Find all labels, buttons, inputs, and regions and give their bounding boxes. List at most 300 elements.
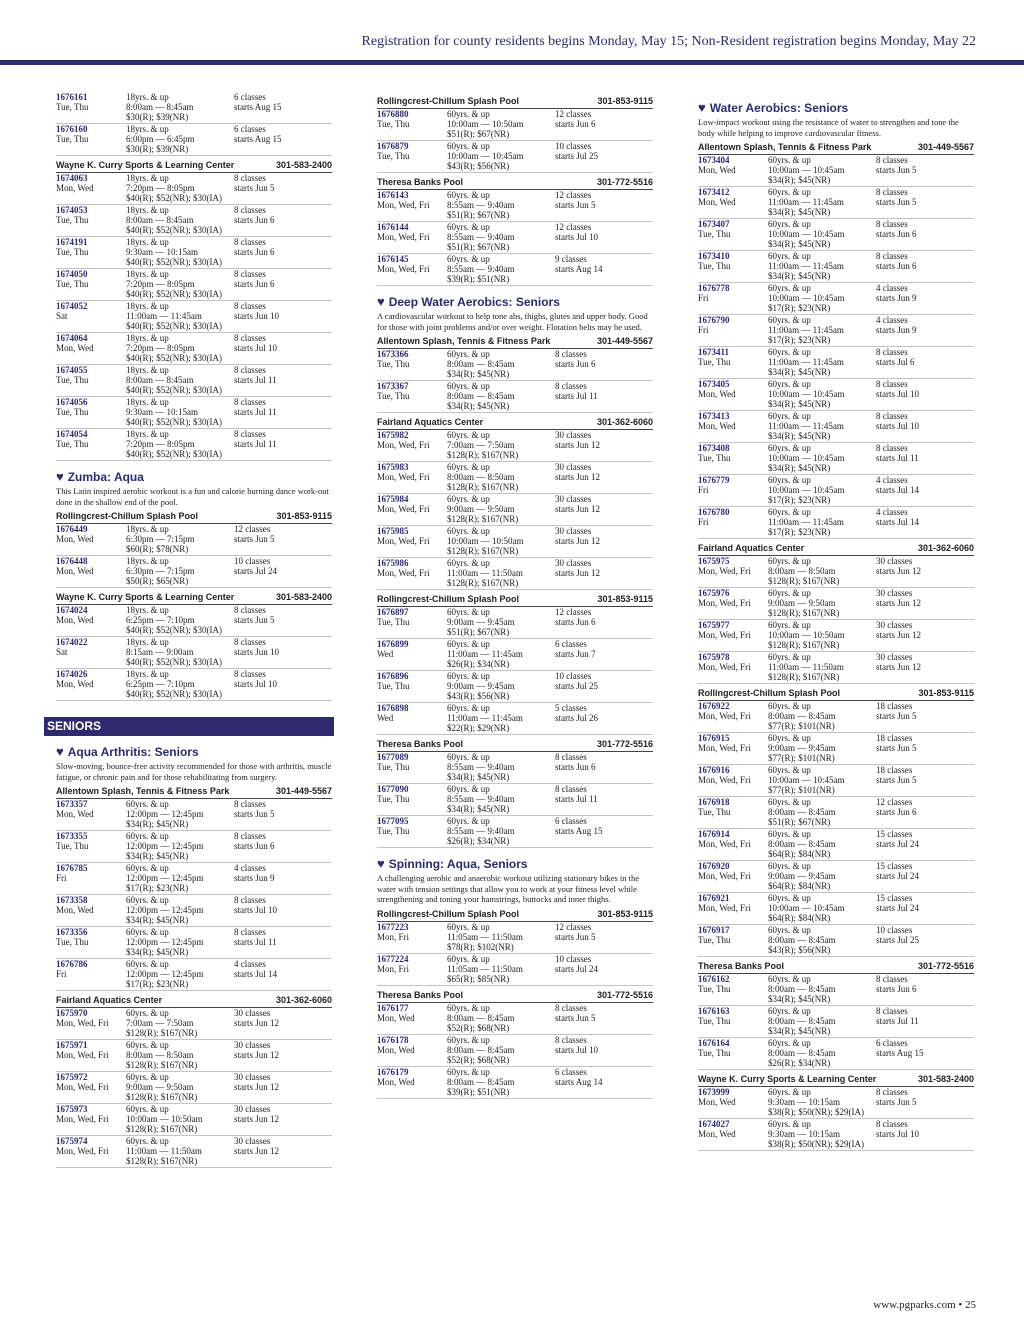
- class-time: 8:00am — 8:45am: [447, 1012, 515, 1023]
- class-fee: $77(R); $101(NR): [768, 721, 835, 731]
- class-spacer: [876, 1139, 974, 1149]
- class-line-3: [698, 175, 974, 185]
- class-time: 10:00am — 10:50am: [126, 1114, 203, 1124]
- class-number[interactable]: 1676918: [698, 797, 730, 807]
- class-number[interactable]: 1676161: [56, 92, 88, 102]
- class-number[interactable]: 1676143: [377, 190, 409, 200]
- class-age: 18yrs. & up: [126, 556, 169, 566]
- class-number[interactable]: 1675975: [698, 556, 730, 566]
- class-time: 9:00am — 9:45am: [447, 681, 515, 691]
- class-spacer: [698, 576, 768, 586]
- class-fee: $128(R); $167(NR): [126, 1156, 198, 1166]
- class-line-2: [56, 969, 332, 979]
- class-number[interactable]: 1673358: [56, 895, 88, 905]
- class-fee: $30(R); $39(NR): [126, 112, 189, 122]
- class-number[interactable]: 1676922: [698, 701, 730, 711]
- class-spacer: [876, 463, 974, 473]
- class-number[interactable]: 1677223: [377, 921, 409, 932]
- class-number[interactable]: 1675973: [56, 1104, 88, 1114]
- class-spacer: [698, 303, 768, 313]
- class-start: starts Jul 10: [555, 1044, 599, 1055]
- class-listing: [377, 558, 653, 590]
- class-spacer: [234, 417, 332, 427]
- class-line-2: [377, 536, 653, 546]
- location-header: [698, 141, 974, 155]
- class-line-3: [56, 625, 332, 635]
- class-days: Mon, Wed: [56, 905, 94, 915]
- class-line-1: [56, 397, 332, 407]
- class-fee: $34(R); $45(NR): [447, 804, 510, 814]
- class-age: 18yrs. & up: [126, 237, 169, 247]
- class-line-3: [698, 1026, 974, 1036]
- class-number[interactable]: 1676778: [698, 283, 730, 293]
- class-fee: $77(R); $101(NR): [768, 785, 835, 795]
- location-header: [377, 95, 653, 109]
- class-number[interactable]: 1676779: [698, 475, 730, 485]
- class-fee: $43(R); $56(NR): [768, 945, 831, 955]
- class-number[interactable]: 1676448: [56, 556, 88, 566]
- class-listing: [698, 411, 974, 443]
- class-time: 8:00am — 8:45am: [768, 711, 836, 721]
- class-age: 60yrs. & up: [768, 652, 811, 662]
- location-header: [377, 593, 653, 607]
- class-fee: $39(R); $51(NR): [447, 274, 510, 284]
- class-line-3: [377, 161, 653, 171]
- class-count: 15 classes: [876, 861, 913, 871]
- class-number[interactable]: 1673405: [698, 379, 730, 389]
- class-line-1: [56, 1104, 332, 1114]
- class-start: starts Jul 26: [555, 713, 599, 723]
- class-count: 8 classes: [234, 799, 266, 809]
- class-number[interactable]: 1673357: [56, 799, 88, 809]
- class-number[interactable]: 1677089: [377, 752, 409, 762]
- class-number[interactable]: 1676879: [377, 141, 409, 151]
- class-spacer: [56, 915, 126, 925]
- class-number[interactable]: 1673999: [698, 1087, 730, 1097]
- class-spacer: [698, 721, 768, 731]
- class-line-3: [698, 672, 974, 682]
- location-phone: 301-449-5567: [596, 336, 653, 346]
- class-fee: $40(R); $52(NR); $30(IA): [126, 449, 222, 459]
- class-fee: $40(R); $52(NR); $30(IA): [126, 225, 222, 235]
- class-number[interactable]: 1674050: [56, 269, 88, 279]
- class-listing: [698, 701, 974, 733]
- class-days: Tue, Thu: [377, 681, 410, 691]
- class-count: 8 classes: [876, 251, 908, 261]
- class-line-3: [56, 417, 332, 427]
- class-spacer: [377, 659, 447, 669]
- class-time: 8:00am — 8:45am: [447, 1044, 515, 1055]
- class-days: Mon, Wed: [56, 343, 94, 353]
- class-number[interactable]: 1676917: [698, 925, 730, 935]
- class-age: 18yrs. & up: [126, 669, 169, 679]
- section-title-text: Zumba: Aqua: [67, 470, 144, 484]
- class-days: Tue, Thu: [698, 984, 731, 994]
- class-spacer: [876, 640, 974, 650]
- class-spacer: [876, 367, 974, 377]
- class-fee: $34(R); $45(NR): [768, 1026, 831, 1036]
- class-number[interactable]: 1676921: [698, 893, 730, 903]
- class-days: Tue, Thu: [56, 375, 89, 385]
- class-number[interactable]: 1675984: [377, 494, 409, 504]
- class-age: 60yrs. & up: [768, 701, 811, 711]
- class-days: Fri: [698, 517, 709, 527]
- class-fee: $128(R); $167(NR): [768, 672, 840, 682]
- class-number[interactable]: 1676786: [56, 959, 88, 969]
- class-spacer: [377, 401, 447, 411]
- class-start: starts Jul 6: [876, 357, 915, 367]
- class-start: starts Jun 6: [555, 119, 596, 129]
- class-number[interactable]: 1674191: [56, 237, 88, 247]
- class-spacer: [56, 193, 126, 203]
- class-number[interactable]: 1673366: [377, 349, 409, 359]
- class-age: 18yrs. & up: [126, 365, 169, 375]
- class-number[interactable]: 1673413: [698, 411, 730, 421]
- class-number[interactable]: 1676899: [377, 639, 409, 649]
- class-spacer: [876, 913, 974, 923]
- class-spacer: [555, 723, 653, 733]
- class-line-3: [56, 1060, 332, 1070]
- class-line-3: [698, 849, 974, 859]
- class-number[interactable]: 1674056: [56, 397, 88, 407]
- location-phone: 301-449-5567: [917, 142, 974, 152]
- class-start: starts Jul 24: [555, 963, 599, 974]
- class-number[interactable]: 1675978: [698, 652, 730, 662]
- class-spacer: [876, 335, 974, 345]
- class-number[interactable]: 1676449: [56, 524, 88, 534]
- class-age: 60yrs. & up: [447, 1002, 490, 1013]
- class-time: 6:00pm — 6:45pm: [126, 134, 195, 144]
- class-number[interactable]: 1676785: [56, 863, 88, 873]
- class-number[interactable]: 1677090: [377, 784, 409, 794]
- class-number[interactable]: 1675972: [56, 1072, 88, 1082]
- class-number[interactable]: 1675983: [377, 462, 409, 472]
- class-time: 8:55am — 9:40am: [447, 826, 515, 836]
- class-number[interactable]: 1675986: [377, 558, 409, 568]
- class-start: starts Jul 24: [876, 839, 920, 849]
- class-number[interactable]: 1674055: [56, 365, 88, 375]
- class-line-1: [698, 588, 974, 598]
- class-line-1: [56, 173, 332, 183]
- class-spacer: [234, 257, 332, 267]
- class-number[interactable]: 1676896: [377, 671, 409, 681]
- class-number[interactable]: 1674022: [56, 637, 88, 647]
- class-number[interactable]: 1674027: [698, 1119, 730, 1129]
- class-count: 8 classes: [234, 605, 266, 615]
- class-listing: [698, 733, 974, 765]
- class-spacer: [234, 225, 332, 235]
- class-line-3: [56, 353, 332, 363]
- class-spacer: [698, 1139, 768, 1149]
- class-spacer: [377, 1087, 447, 1097]
- class-line-3: [698, 994, 974, 1004]
- class-number[interactable]: 1674026: [56, 669, 88, 679]
- class-spacer: [698, 1026, 768, 1036]
- class-start: starts Jun 6: [876, 261, 917, 271]
- class-spacer: [876, 721, 974, 731]
- class-days: Mon, Wed, Fri: [377, 200, 430, 210]
- class-number[interactable]: 1676178: [377, 1034, 409, 1045]
- class-number[interactable]: 1676897: [377, 607, 409, 617]
- class-number[interactable]: 1674064: [56, 333, 88, 343]
- class-listing: [56, 927, 332, 959]
- class-start: starts Jun 5: [876, 711, 917, 721]
- class-listing: [698, 155, 974, 187]
- class-count: 8 classes: [555, 1034, 587, 1045]
- class-number[interactable]: 1676144: [377, 222, 409, 232]
- section-title-text: Aqua Arthritis: Seniors: [67, 745, 199, 759]
- class-line-2: [56, 1114, 332, 1124]
- class-spacer: [56, 544, 126, 554]
- class-line-2: [377, 932, 653, 942]
- class-line-2: [698, 453, 974, 463]
- class-spacer: [56, 1124, 126, 1134]
- class-listing: [698, 893, 974, 925]
- class-number[interactable]: 1676914: [698, 829, 730, 839]
- class-number[interactable]: 1673410: [698, 251, 730, 261]
- class-number[interactable]: 1677095: [377, 816, 409, 826]
- class-listing: [56, 524, 332, 556]
- class-spacer: [56, 883, 126, 893]
- class-fee: $64(R); $84(NR): [768, 913, 831, 923]
- class-line-2: [377, 232, 653, 242]
- class-number[interactable]: 1673367: [377, 381, 409, 391]
- class-age: 60yrs. & up: [126, 927, 169, 937]
- class-number[interactable]: 1674054: [56, 429, 88, 439]
- class-age: 60yrs. & up: [768, 765, 811, 775]
- class-line-3: [698, 303, 974, 313]
- class-number[interactable]: 1674052: [56, 301, 88, 311]
- class-fee: $34(R); $45(NR): [768, 463, 831, 473]
- class-number[interactable]: 1676160: [56, 124, 88, 134]
- class-line-2: [698, 743, 974, 753]
- class-start: starts Jul 11: [234, 407, 277, 417]
- class-count: 8 classes: [234, 205, 266, 215]
- class-number[interactable]: 1675985: [377, 526, 409, 536]
- class-age: 18yrs. & up: [126, 429, 169, 439]
- location-name: Allentown Splash, Tennis & Fitness Park: [698, 142, 872, 152]
- section-description: A challenging aerobic and anaerobic workout utilizing stationary bikes in the water with tension settings that allow you to work at your fitness level while strengthening and toning your hamstrings, buttocks and inner thighs.: [377, 873, 640, 904]
- class-fee: $34(R); $45(NR): [126, 851, 189, 861]
- class-count: 30 classes: [234, 1072, 271, 1082]
- class-line-2: [377, 119, 653, 129]
- class-fee: $34(R); $45(NR): [768, 367, 831, 377]
- class-number[interactable]: 1674063: [56, 173, 88, 183]
- class-listing: [698, 652, 974, 684]
- class-days: Mon, Wed, Fri: [56, 1114, 109, 1124]
- class-number[interactable]: 1675976: [698, 588, 730, 598]
- class-number[interactable]: 1675970: [56, 1008, 88, 1018]
- class-number[interactable]: 1675971: [56, 1040, 88, 1050]
- class-line-2: [56, 375, 332, 385]
- class-line-3: [698, 785, 974, 795]
- class-time: 7:20pm — 8:05pm: [126, 343, 195, 353]
- class-time: 8:55am — 9:40am: [447, 232, 515, 242]
- section-description: Slow-moving, bounce-free activity recommended for those with arthritis, muscle fatigue, or chronic pain and for those rehabilitating from surgery.: [56, 761, 332, 782]
- class-listing: [698, 765, 974, 797]
- class-number[interactable]: 1675974: [56, 1136, 88, 1146]
- class-start: starts Jun 12: [555, 568, 600, 578]
- class-start: starts Jun 12: [876, 566, 921, 576]
- class-line-1: [698, 507, 974, 517]
- class-start: starts Jul 24: [234, 566, 278, 576]
- class-spacer: [56, 979, 126, 989]
- class-listing: [377, 430, 653, 462]
- class-age: 60yrs. & up: [768, 347, 811, 357]
- class-line-3: [377, 659, 653, 669]
- section-description: A cardiovascular workout to help tone abs, thighs, glutes and upper body. Good for those with joint problems and/or over weight. Flotation belts may be used.: [377, 311, 648, 332]
- class-time: 10:00am — 10:50am: [447, 119, 524, 129]
- class-fee: $51(R); $67(NR): [768, 817, 831, 827]
- class-number[interactable]: 1676916: [698, 765, 730, 775]
- class-start: starts Jun 5: [876, 743, 917, 753]
- class-time: 12:00pm — 12:45pm: [126, 905, 204, 915]
- class-age: 60yrs. & up: [768, 475, 811, 485]
- class-start: starts Jul 10: [876, 1129, 920, 1139]
- class-line-1: [698, 1087, 974, 1097]
- class-count: 4 classes: [876, 475, 908, 485]
- class-time: 10:00am — 10:45am: [768, 293, 845, 303]
- class-spacer: [56, 576, 126, 586]
- class-number[interactable]: 1676162: [698, 974, 730, 984]
- class-line-1: [698, 475, 974, 485]
- class-number[interactable]: 1676920: [698, 861, 730, 871]
- class-fee: $17(R); $23(NR): [768, 495, 831, 505]
- class-age: 18yrs. & up: [126, 173, 169, 183]
- class-start: starts Jun 6: [555, 359, 596, 369]
- class-number[interactable]: 1673412: [698, 187, 730, 197]
- class-line-1: [698, 733, 974, 743]
- class-spacer: [56, 1092, 126, 1102]
- class-line-2: [56, 873, 332, 883]
- class-count: 30 classes: [876, 588, 913, 598]
- class-number[interactable]: 1673356: [56, 927, 88, 937]
- class-start: starts Jun 6: [876, 984, 917, 994]
- class-number[interactable]: 1677224: [377, 953, 409, 964]
- class-number[interactable]: 1673408: [698, 443, 730, 453]
- section-title-text: Water Aerobics: Seniors: [709, 101, 849, 115]
- class-count: 30 classes: [876, 556, 913, 566]
- class-line-1: [56, 863, 332, 873]
- class-time: 11:00am — 11:45am: [768, 357, 844, 367]
- class-listing: [377, 222, 653, 254]
- class-fee: $128(R); $167(NR): [768, 640, 840, 650]
- class-age: 60yrs. & up: [126, 1008, 169, 1018]
- location-name: Fairland Aquatics Center: [377, 417, 484, 427]
- class-number[interactable]: 1673355: [56, 831, 88, 841]
- class-listing: [377, 141, 653, 173]
- class-listing: [377, 816, 653, 848]
- class-time: 7:20pm — 8:05pm: [126, 279, 195, 289]
- class-listing: [377, 190, 653, 222]
- class-number[interactable]: 1676179: [377, 1066, 409, 1077]
- class-number[interactable]: 1676880: [377, 109, 409, 119]
- class-line-2: [377, 1045, 653, 1055]
- class-fee: $128(R); $167(NR): [447, 514, 519, 524]
- class-days: Mon, Wed, Fri: [698, 598, 751, 608]
- class-fee: $34(R); $45(NR): [126, 947, 189, 957]
- class-time: 11:00am — 11:45am: [126, 311, 202, 321]
- class-time: 8:00am — 8:45am: [126, 375, 194, 385]
- class-days: Mon, Wed, Fri: [698, 630, 751, 640]
- class-line-3: [377, 942, 653, 952]
- class-days: Tue, Thu: [377, 151, 410, 161]
- class-line-1: [698, 797, 974, 807]
- class-line-3: [56, 657, 332, 667]
- class-number[interactable]: 1673404: [698, 155, 730, 165]
- class-number[interactable]: 1675982: [377, 430, 409, 440]
- class-time: 8:00am — 8:45am: [447, 359, 515, 369]
- class-fee: $30(R); $39(NR): [126, 144, 189, 154]
- class-number[interactable]: 1676164: [698, 1038, 730, 1048]
- class-count: 8 classes: [876, 219, 908, 229]
- location-header: [56, 159, 332, 173]
- class-fee: $34(R); $45(NR): [768, 271, 831, 281]
- class-line-2: [56, 937, 332, 947]
- class-days: Tue, Thu: [377, 617, 410, 627]
- class-number[interactable]: 1674053: [56, 205, 88, 215]
- class-days: Mon, Wed, Fri: [377, 504, 430, 514]
- class-start: starts Jun 12: [234, 1146, 279, 1156]
- class-age: 60yrs. & up: [447, 639, 490, 649]
- class-spacer: [698, 945, 768, 955]
- class-days: Mon, Wed, Fri: [698, 566, 751, 576]
- class-number[interactable]: 1676790: [698, 315, 730, 325]
- class-listing: [698, 315, 974, 347]
- location-name: Theresa Banks Pool: [377, 177, 464, 187]
- class-line-2: [56, 905, 332, 915]
- class-spacer: [876, 753, 974, 763]
- class-count: 10 classes: [555, 953, 592, 964]
- class-spacer: [56, 353, 126, 363]
- class-spacer: [555, 450, 653, 460]
- class-time: 6:30pm — 7:15pm: [126, 566, 195, 576]
- class-line-2: [377, 649, 653, 659]
- class-count: 10 classes: [876, 925, 913, 935]
- class-time: 11:00am — 11:45am: [768, 325, 844, 335]
- class-line-2: [377, 826, 653, 836]
- class-number[interactable]: 1676177: [377, 1002, 409, 1013]
- class-fee: $128(R); $167(NR): [126, 1092, 198, 1102]
- class-number[interactable]: 1674024: [56, 605, 88, 615]
- class-time: 11:00am — 11:45am: [447, 713, 523, 723]
- class-days: Mon, Wed: [698, 165, 736, 175]
- class-number[interactable]: 1676780: [698, 507, 730, 517]
- class-time: 10:00am — 10:50am: [447, 536, 524, 546]
- class-line-1: [56, 959, 332, 969]
- class-number[interactable]: 1673407: [698, 219, 730, 229]
- class-days: Fri: [56, 969, 67, 979]
- location-header: [698, 542, 974, 556]
- class-number[interactable]: 1676915: [698, 733, 730, 743]
- class-number[interactable]: 1676145: [377, 254, 409, 264]
- class-spacer: [377, 578, 447, 588]
- class-spacer: [876, 303, 974, 313]
- class-number[interactable]: 1673411: [698, 347, 730, 357]
- class-line-1: [698, 283, 974, 293]
- class-line-2: [56, 841, 332, 851]
- class-number[interactable]: 1676163: [698, 1006, 730, 1016]
- class-days: Mon, Wed, Fri: [698, 743, 751, 753]
- class-days: Mon, Wed: [56, 809, 94, 819]
- class-spacer: [698, 335, 768, 345]
- class-spacer: [876, 239, 974, 249]
- location-phone: 301-583-2400: [917, 1074, 974, 1084]
- class-number[interactable]: 1676898: [377, 703, 409, 713]
- class-line-1: [698, 443, 974, 453]
- class-spacer: [555, 129, 653, 139]
- class-number[interactable]: 1675977: [698, 620, 730, 630]
